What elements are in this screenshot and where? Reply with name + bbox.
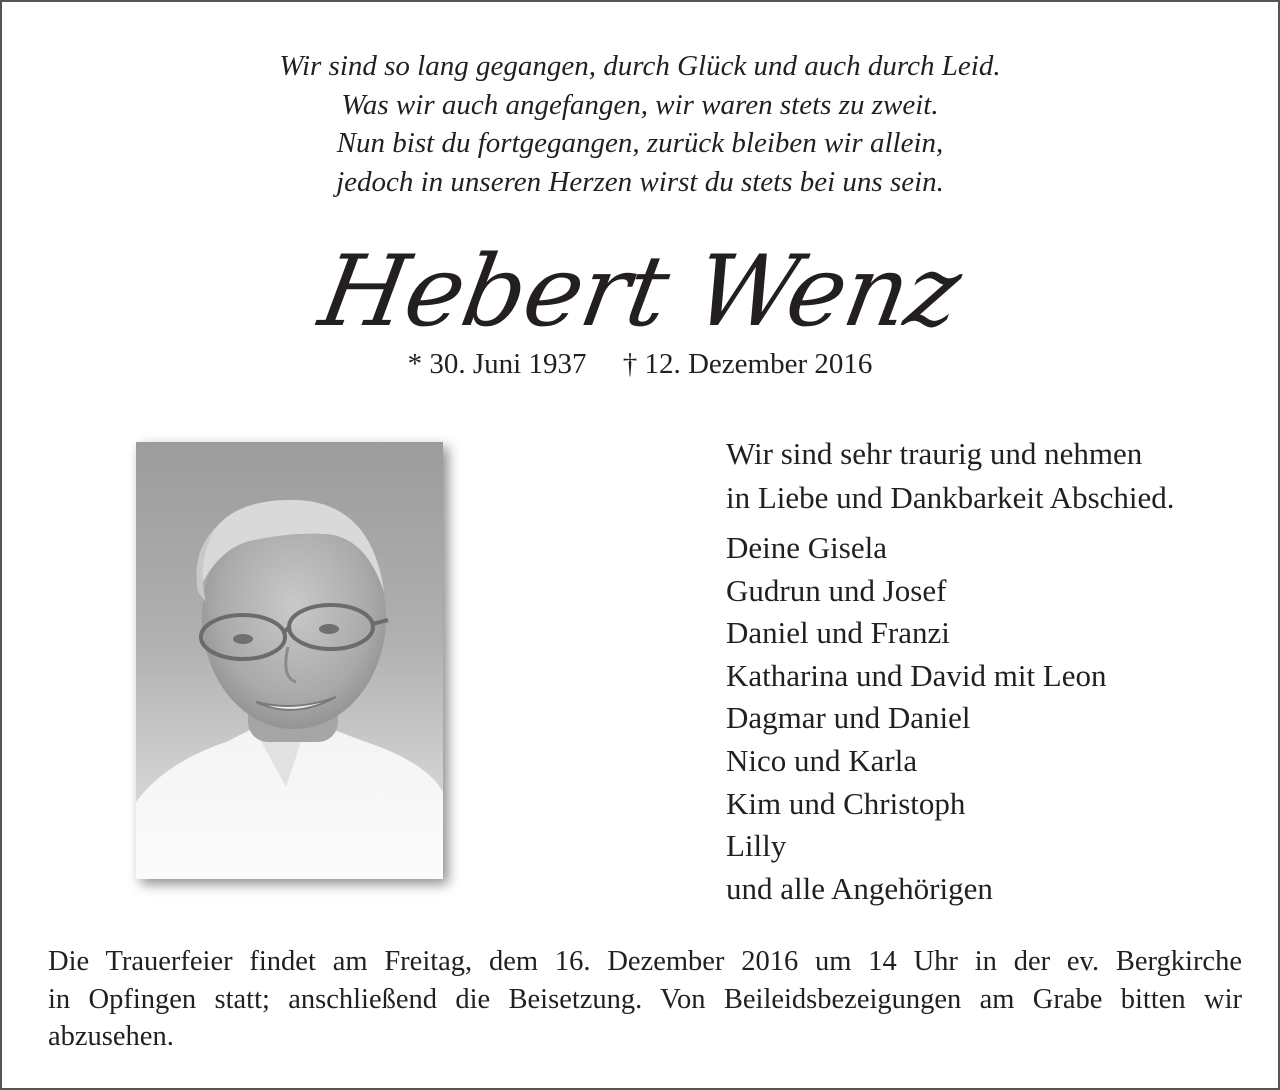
mourner-entry: Katharina und David mit Leon — [726, 657, 1107, 693]
deceased-name: Hebert Wenz — [311, 235, 969, 349]
mourner-entry: Kim und Christoph — [726, 785, 966, 821]
mourner-entry: Dagmar und Daniel — [726, 700, 971, 736]
portrait-photo — [136, 442, 443, 879]
notice-line: in Opfingen statt; anschließend die Beisetzung. Von Beileidsbezeigungen am Grabe bitten wir — [48, 983, 1242, 1015]
tribute-line: in Liebe und Dankbarkeit Abschied. — [726, 480, 1175, 515]
life-dates — [2, 346, 1278, 382]
poem-line: Nun bist du fortgegangen, zurück bleiben wir allein, — [336, 127, 944, 159]
mourner-entry: Nico und Karla — [726, 742, 918, 778]
mourner-entry: Lilly — [726, 828, 787, 864]
mourner-entry: und alle Angehörigen — [726, 870, 993, 906]
memorial-poem — [2, 47, 1278, 201]
death-date: † 12. Dezember 2016 — [622, 348, 873, 380]
poem-line: Was wir auch angefangen, wir waren stets zu zweit. — [341, 88, 939, 121]
mourner-entry: Gudrun und Josef — [726, 572, 947, 608]
tribute-text — [726, 432, 1175, 520]
birth-date: * 30. Juni 1937 — [407, 348, 587, 380]
poem-line: jedoch in unseren Herzen wirst du stets bei uns sein. — [336, 165, 944, 198]
tribute-line: Wir sind sehr traurig und nehmen — [726, 436, 1143, 471]
notice-line: Die Trauerfeier findet am Freitag, dem 16. Dezember 2016 um 14 Uhr in der ev. Bergkirche — [48, 946, 1242, 977]
mourners-list — [726, 527, 1107, 910]
portrait-illustration — [136, 442, 443, 879]
service-notice — [48, 943, 1242, 1056]
mourner-entry: Deine Gisela — [726, 530, 887, 565]
mourner-entry: Daniel und Franzi — [726, 615, 950, 651]
notice-line: abzusehen. — [48, 1021, 174, 1052]
poem-line: Wir sind so lang gegangen, durch Glück und auch durch Leid. — [279, 50, 1001, 82]
